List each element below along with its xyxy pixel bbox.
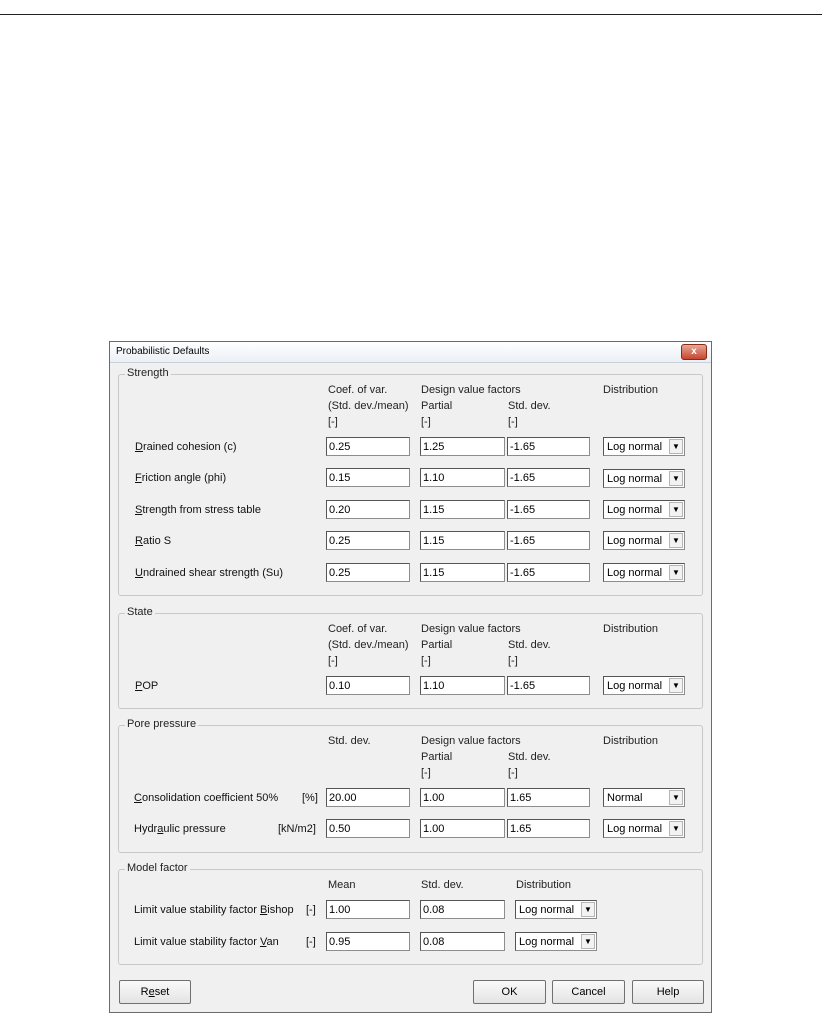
model-header-stddev: Std. dev. [421, 879, 464, 891]
state-header-distribution: Distribution [603, 623, 659, 635]
pore-header-stddev: Std. dev. [508, 751, 551, 763]
hydraulic-pressure-unit: [kN/m2] [278, 823, 316, 835]
ratio-s-cov-input[interactable] [326, 531, 410, 550]
state-header-cov: Coef. of var. [328, 623, 388, 635]
chevron-down-icon: ▼ [669, 439, 683, 454]
ok-button[interactable]: OK [473, 980, 546, 1004]
state-group-title: State [127, 606, 153, 618]
chevron-down-icon: ▼ [581, 902, 595, 917]
stress-table-distribution-select[interactable]: Log normal ▼ [603, 500, 685, 519]
van-stddev-input[interactable] [420, 932, 505, 951]
page-top-rule [0, 14, 822, 15]
hydraulic-std-input[interactable] [326, 819, 410, 838]
van-unit: [-] [306, 936, 316, 948]
chevron-down-icon: ▼ [581, 934, 595, 949]
undrained-shear-cov-input[interactable] [326, 563, 410, 582]
state-header-dvf: Design value factors [421, 623, 521, 635]
close-icon: x [691, 346, 697, 357]
consolidation-partial-input[interactable] [420, 788, 505, 807]
chevron-down-icon: ▼ [669, 821, 683, 836]
state-header-cov-sub: (Std. dev./mean) [328, 639, 409, 651]
pop-distribution-select[interactable]: Log normal ▼ [603, 676, 685, 695]
hydraulic-distribution-select[interactable]: Log normal ▼ [603, 819, 685, 838]
model-factor-group [118, 862, 703, 965]
pore-header-dvf: Design value factors [421, 735, 521, 747]
ratio-s-stddev-input[interactable] [507, 531, 590, 550]
bishop-unit: [-] [306, 904, 316, 916]
strength-header-stddev-unit: [-] [508, 416, 518, 428]
undrained-shear-label: Undrained shear strength (Su) [135, 567, 283, 579]
state-header-partial: Partial [421, 639, 453, 651]
strength-header-cov-sub: (Std. dev./mean) [328, 400, 409, 412]
pore-pressure-group-title: Pore pressure [127, 718, 197, 730]
drained-cohesion-distribution-select[interactable]: Log normal ▼ [603, 437, 685, 456]
drained-cohesion-stddev-input[interactable] [507, 437, 590, 456]
pop-partial-input[interactable] [420, 676, 505, 695]
consolidation-label: Consolidation coefficient 50% [134, 792, 279, 804]
state-header-cov-unit: [-] [328, 655, 338, 667]
state-header-stddev: Std. dev. [508, 639, 551, 651]
stress-table-cov-input[interactable] [326, 500, 410, 519]
dialog-titlebar [110, 342, 711, 363]
pop-stddev-input[interactable] [507, 676, 590, 695]
consolidation-unit: [%] [302, 792, 318, 804]
pore-header-distribution: Distribution [603, 735, 659, 747]
consolidation-stddev-input[interactable] [507, 788, 590, 807]
state-header-partial-unit: [-] [421, 655, 431, 667]
drained-cohesion-partial-input[interactable] [420, 437, 505, 456]
bishop-distribution-select[interactable]: Log normal ▼ [515, 900, 597, 919]
strength-header-partial: Partial [421, 400, 453, 412]
reset-button[interactable]: Reset [119, 980, 191, 1004]
cancel-button[interactable]: Cancel [552, 980, 625, 1004]
strength-header-distribution: Distribution [603, 384, 659, 396]
dialog-title: Probabilistic Defaults [116, 346, 210, 357]
drained-cohesion-cov-input[interactable] [326, 437, 410, 456]
bishop-stddev-input[interactable] [420, 900, 505, 919]
van-mean-input[interactable] [326, 932, 410, 951]
strength-stress-table-label: Strength from stress table [135, 504, 261, 516]
strength-group-title: Strength [127, 367, 169, 379]
strength-header-stddev: Std. dev. [508, 400, 551, 412]
friction-angle-distribution-select[interactable]: Log normal ▼ [603, 469, 685, 488]
hydraulic-stddev-input[interactable] [507, 819, 590, 838]
van-distribution-select[interactable]: Log normal ▼ [515, 932, 597, 951]
consolidation-std-input[interactable] [326, 788, 410, 807]
friction-angle-partial-input[interactable] [420, 468, 505, 487]
van-label: Limit value stability factor Van [134, 936, 279, 948]
drained-cohesion-label: Drained cohesion (c) [135, 441, 237, 453]
undrained-shear-partial-input[interactable] [420, 563, 505, 582]
strength-header-partial-unit: [-] [421, 416, 431, 428]
pop-label: POP [135, 680, 159, 692]
close-button[interactable] [681, 344, 707, 360]
pop-cov-input[interactable] [326, 676, 410, 695]
state-header-stddev-unit: [-] [508, 655, 518, 667]
undrained-shear-stddev-input[interactable] [507, 563, 590, 582]
chevron-down-icon: ▼ [669, 533, 683, 548]
strength-header-cov-unit: [-] [328, 416, 338, 428]
chevron-down-icon: ▼ [669, 790, 683, 805]
chevron-down-icon: ▼ [669, 678, 683, 693]
pore-header-stddev-unit: [-] [508, 767, 518, 779]
pore-header-stddev-main: Std. dev. [328, 735, 371, 747]
model-header-distribution: Distribution [516, 879, 572, 891]
undrained-shear-distribution-select[interactable]: Log normal ▼ [603, 563, 685, 582]
model-header-mean: Mean [328, 879, 356, 891]
chevron-down-icon: ▼ [669, 502, 683, 517]
consolidation-distribution-select[interactable]: Normal ▼ [603, 788, 685, 807]
help-button[interactable]: Help [632, 980, 704, 1004]
stress-table-stddev-input[interactable] [507, 500, 590, 519]
hydraulic-pressure-label: Hydraulic pressure [134, 823, 226, 835]
strength-header-cov: Coef. of var. [328, 384, 388, 396]
friction-angle-stddev-input[interactable] [507, 468, 590, 487]
pore-header-partial-unit: [-] [421, 767, 431, 779]
hydraulic-partial-input[interactable] [420, 819, 505, 838]
model-factor-group-title: Model factor [127, 862, 188, 874]
bishop-mean-input[interactable] [326, 900, 410, 919]
stress-table-partial-input[interactable] [420, 500, 505, 519]
friction-angle-label: Friction angle (phi) [135, 472, 227, 484]
ratio-s-label: Ratio S [135, 535, 172, 547]
chevron-down-icon: ▼ [669, 471, 683, 486]
strength-header-dvf: Design value factors [421, 384, 521, 396]
bishop-label: Limit value stability factor Bishop [134, 904, 294, 916]
friction-angle-cov-input[interactable] [326, 468, 410, 487]
ratio-s-partial-input[interactable] [420, 531, 505, 550]
pore-header-partial: Partial [421, 751, 453, 763]
ratio-s-distribution-select[interactable]: Log normal ▼ [603, 531, 685, 550]
chevron-down-icon: ▼ [669, 565, 683, 580]
